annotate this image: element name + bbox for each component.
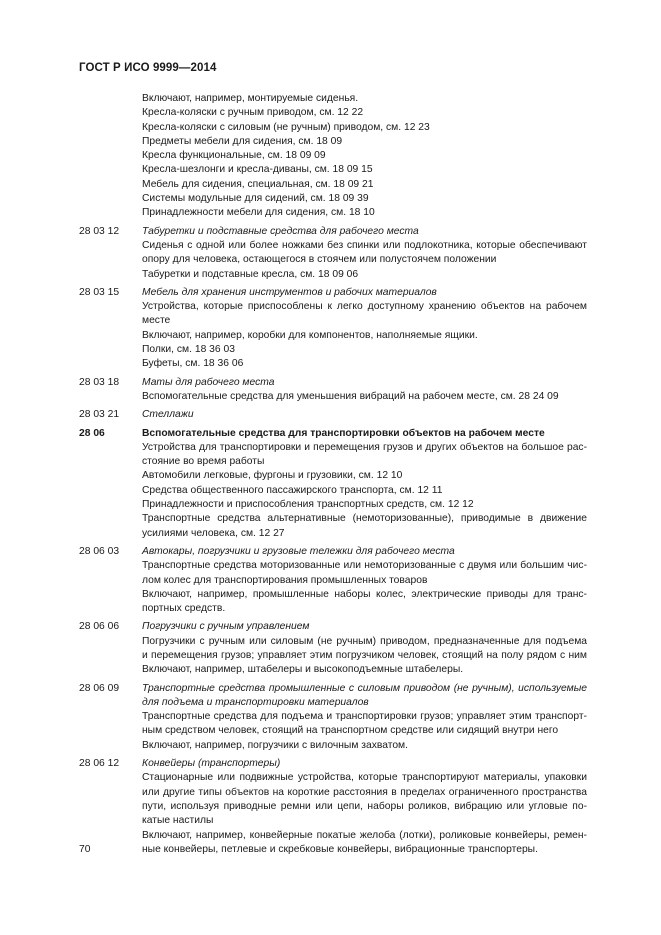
text-line: Транспортные средства альтернативные (немоторизованные), приводимые в движение [142,513,587,525]
text-line: лом колес для транспортирования промышленных товаров [142,574,428,586]
classification-entry [79,682,587,753]
text-line: или другие типы объектов на короткие расстояния в пределах ограниченного пространства [142,786,587,798]
page-number: 70 [79,844,91,855]
entry-title: Маты для рабочего места [142,376,275,388]
entry-title: Автокары, погрузчики и грузовые тележки для рабочего места [142,545,455,557]
text-line: Кресла-шезлонги и кресла-диваны, см. 18 09 15 [142,164,373,176]
text-line: Буфеты, см. 18 36 06 [142,358,244,370]
text-line: Системы модульные для сидений, см. 18 09 39 [142,193,369,205]
text-line: Транспортные средства для подъема и транспортировки грузов; управляет этим транспорт- [142,711,587,723]
document-content [79,92,587,861]
text-line: Средства общественного пассажирского транспорта, см. 12 11 [142,484,443,496]
text-line: Включают, например, промышленные наборы колес, электрические приводы для транс- [142,588,587,600]
text-line: Автомобили легковые, фургоны и грузовики, см. 12 10 [142,470,403,482]
entry-title: Погрузчики с ручным управлением [142,621,310,633]
entry-code: 28 03 18 [79,376,120,388]
entry-code: 28 03 21 [79,409,120,421]
classification-entry [79,286,587,372]
entry-code: 28 03 12 [79,225,120,237]
entry-title: Мебель для хранения инструментов и рабочих материалов [142,286,437,298]
text-line: стояние во время работы [142,456,265,468]
intro-body [142,92,587,221]
text-line: Полки, см. 18 36 03 [142,344,235,356]
text-line: Устройства, которые приспособлены к легко доступному хранению объектов на рабочем [142,301,587,313]
text-line: опору для человека, остающегося в стоячем или полустоячем положении [142,254,497,266]
text-line: Принадлежности мебели для сидения, см. 18 10 [142,207,375,219]
text-line: Кресла-коляски с ручным приводом, см. 12 22 [142,107,364,119]
text-line: Предметы мебели для сидения, см. 18 09 [142,135,343,147]
classification-entry [79,620,587,677]
text-line: Кресла функциональные, см. 18 09 09 [142,150,326,162]
text-line: усилиями человека, см. 12 27 [142,527,285,539]
text-line: Транспортные средства моторизованные или немоторизованные с двумя или большим чис- [142,560,587,572]
text-line: Стационарные или подвижные устройства, которые транспортируют материалы, упаковки [142,772,587,784]
entry-title: Конвейеры (транспортеры) [142,758,281,770]
text-line: пути, используя приводные ремни или цепи, наборы роликов, вибрацию или угловые по- [142,800,587,812]
classification-entry [79,427,587,541]
text-line: и перемещения грузов; управляет этим погрузчиком человек, стоящий на полу рядом с ним [142,649,587,661]
classification-entry [79,408,587,422]
entry-title: Вспомогательные средства для транспортировки объектов на рабочем месте [142,427,545,439]
entry-title: Табуретки и подставные средства для рабочего места [142,225,419,237]
text-line: Вспомогательные средства для уменьшения вибраций на рабочем месте, см. 28 24 09 [142,390,559,402]
entry-code: 28 06 06 [79,621,120,633]
classification-entry [79,545,587,616]
entry-title: Транспортные средства промышленные с силовым приводом (не ручным), используемые [142,682,587,694]
intro-entry [79,92,587,221]
text-line: Устройства для транспортировки и перемещения грузов и других объектов на большое рас- [142,441,587,453]
text-line: Принадлежности и приспособления транспортных средств, см. 12 12 [142,499,474,511]
text-line: Включают, например, штабелеры и высокоподъемные штабелеры. [142,664,464,676]
classification-entry [79,376,587,405]
text-line: ные конвейеры, петлевые и скребковые конвейеры, вибрационные транспортеры. [142,843,538,855]
text-line: Кресла-коляски с силовым (не ручным) приводом, см. 12 23 [142,121,430,133]
text-line: Табуретки и подставные кресла, см. 18 09 06 [142,268,359,280]
text-line: Мебель для сидения, специальная, см. 18 09 21 [142,178,374,190]
text-line: Погрузчики с ручным или силовым (не ручным) приводом, предназначенные для подъема [142,635,587,647]
entry-code: 28 06 12 [79,758,120,770]
document-header: ГОСТ Р ИСО 9999—2014 [79,62,217,74]
entry-code: 28 06 [79,427,105,439]
classification-entry [79,757,587,857]
text-line: катые настилы [142,815,214,827]
text-line: портных средств. [142,603,226,615]
text-line: Включают, например, коробки для компонентов, наполняемые ящики. [142,329,478,341]
entry-code: 28 06 03 [79,545,120,557]
entry-title-continued: для подъема и транспортировки материалов [142,696,369,708]
text-line: месте [142,315,171,327]
text-line: Включают, например, монтируемые сиденья. [142,93,359,104]
entry-code: 28 03 15 [79,286,120,298]
classification-entry [79,225,587,282]
text-line: Сиденья с одной или более ножками без спинки или подлокотника, которые обеспечивают [142,239,587,251]
entry-title: Стеллажи [142,409,194,421]
text-line: Включают, например, погрузчики с вилочным захватом. [142,739,408,751]
text-line: ным средством человек, стоящий на транспортном средстве или сидящий внутри него [142,725,559,737]
text-line: Включают, например, конвейерные покатые желоба (лотки), роликовые конвейеры, ремен- [142,829,587,841]
entry-code: 28 06 09 [79,682,120,694]
